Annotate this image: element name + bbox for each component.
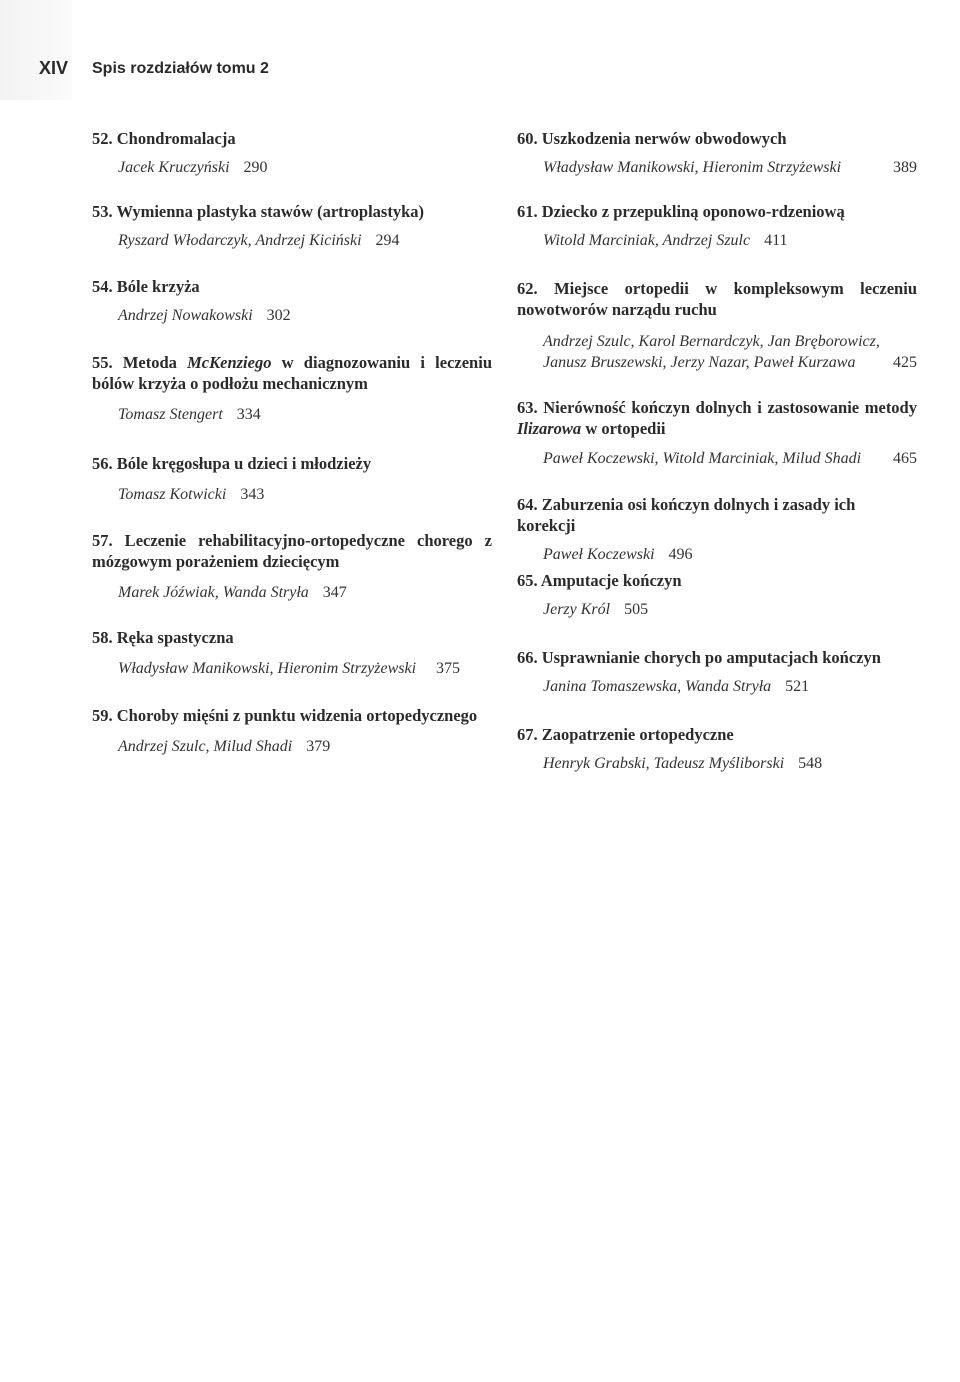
chapter-authors-line [517,230,917,251]
chapter-authors: Władysław Manikowski, Hieronim Strzyżewski [118,660,417,677]
page-number: XIV [39,58,69,78]
chapter-page: 294 [375,232,400,249]
chapter-page: 465 [893,450,917,467]
toc-entry-58[interactable] [92,627,492,679]
chapter-page: 505 [624,601,649,618]
chapter-page: 425 [893,354,917,371]
chapter-title-italic: Ilizarowa [517,419,582,438]
chapter-title: 53. Wymienna plastyka stawów (artroplastyka) [92,202,425,221]
chapter-page: 389 [893,159,917,176]
toc-entry-64[interactable] [517,494,917,565]
chapter-title: 60. Uszkodzenia nerwów obwodowych [517,129,787,148]
chapter-page: 334 [236,406,261,423]
toc-entry-61[interactable] [517,201,917,251]
chapter-authors-line [517,544,917,565]
chapter-page: 343 [240,486,265,503]
running-title: Spis rozdziałów tomu 2 [92,60,269,77]
chapter-title [517,397,917,439]
chapter-authors-line [517,448,917,469]
toc-entry-56[interactable] [92,453,492,505]
chapter-page: 521 [785,678,810,695]
chapter-title: 67. Zaopatrzenie ortopedyczne [517,725,734,744]
chapter-title: 58. Ręka spastyczna [92,628,234,647]
chapter-authors: Marek Jóźwiak, Wanda Stryła [118,584,309,601]
chapter-title: 56. Bóle kręgosłupa u dzieci i młodzieży [92,454,372,473]
chapter-title-suffix: w diagnozowaniu i leczeniu bólów krzyża o podłożu mechanicznym [92,353,492,393]
chapter-authors-line [92,404,492,425]
chapter-authors-line [92,736,492,757]
chapter-authors-line [517,157,917,178]
toc-entry-67[interactable] [517,724,917,774]
chapter-authors: Henryk Grabski, Tadeusz Myśliborski [543,755,785,772]
toc-entry-55[interactable] [92,352,492,425]
chapter-authors: Tomasz Kotwicki [118,486,227,503]
chapter-authors-line [92,157,492,178]
chapter-page: 302 [266,307,291,324]
toc-entry-53[interactable] [92,201,492,251]
toc-entry-52[interactable] [92,128,492,178]
chapter-authors: Tomasz Stengert [118,406,223,423]
page-gutter-shade [0,0,72,100]
chapter-authors: Ryszard Włodarczyk, Andrzej Kiciński [118,232,362,249]
chapter-authors-line-1: Andrzej Szulc, Karol Bernardczyk, Jan Bręborowicz, [543,333,880,350]
chapter-title: 52. Chondromalacja [92,129,236,148]
chapter-authors: Władysław Manikowski, Hieronim Strzyżewski [543,159,842,176]
chapter-page: 496 [668,546,693,563]
toc-entry-59[interactable] [92,705,492,757]
chapter-authors-line [92,582,492,603]
toc-entry-62[interactable] [517,278,917,373]
chapter-title-suffix: w ortopedii [581,419,666,438]
chapter-authors-line [517,599,917,620]
chapter-title: 54. Bóle krzyża [92,277,200,296]
chapter-title-prefix: 55. Metoda [92,353,188,372]
chapter-authors-line [517,753,917,774]
chapter-page: 290 [243,159,268,176]
chapter-authors: Andrzej Szulc, Milud Shadi [118,738,293,755]
chapter-title: 65. Amputacje kończyn [517,571,682,590]
chapter-title: 64. Zaburzenia osi kończyn dolnych i zasady ich korekcji [517,495,856,535]
chapter-page: 347 [322,584,347,601]
chapter-authors-line-2: Janusz Bruszewski, Jerzy Nazar, Paweł Kurzawa [543,354,856,371]
chapter-authors-row-2 [543,352,917,373]
chapter-authors-line [92,305,492,326]
chapter-authors-line [517,676,917,697]
toc-entry-57[interactable] [92,530,492,603]
chapter-page: 379 [306,738,331,755]
chapter-title-italic: McKenziego [187,353,272,372]
toc-entry-65[interactable] [517,570,917,620]
chapter-title-prefix: 63. Nierówność kończyn dolnych i zastosowanie metody [517,398,917,417]
chapter-authors: Jacek Kruczyński [118,159,230,176]
chapter-authors: Paweł Koczewski [543,546,655,563]
chapter-title: 62. Miejsce ortopedii w kompleksowym leczeniu nowotworów narządu ruchu [517,279,917,319]
chapter-authors: Witold Marciniak, Andrzej Szulc [543,232,751,249]
chapter-title: 61. Dziecko z przepukliną oponowo-rdzeniową [517,202,845,221]
toc-entry-66[interactable] [517,647,917,697]
chapter-title [92,352,492,394]
chapter-authors: Andrzej Nowakowski [118,307,253,324]
chapter-authors-line [92,230,492,251]
toc-entry-60[interactable] [517,128,917,178]
toc-entry-54[interactable] [92,276,492,326]
chapter-authors: Janina Tomaszewska, Wanda Stryła [543,678,772,695]
chapter-authors-block [517,331,917,373]
chapter-authors-line [92,658,492,679]
toc-entry-63[interactable] [517,397,917,469]
chapter-title: 66. Usprawnianie chorych po amputacjach kończyn [517,648,881,667]
chapter-authors-line [92,484,492,505]
chapter-title: 57. Leczenie rehabilitacyjno-ortopedyczne chorego z mózgowym porażeniem dziecięcym [92,531,492,571]
chapter-page: 411 [764,232,788,249]
chapter-page: 548 [798,755,823,772]
chapter-title: 59. Choroby mięśni z punktu widzenia ortopedycznego [92,706,478,725]
chapter-authors: Jerzy Król [543,601,611,618]
chapter-authors: Paweł Koczewski, Witold Marciniak, Milud Shadi [543,450,862,467]
chapter-page: 375 [436,660,461,677]
